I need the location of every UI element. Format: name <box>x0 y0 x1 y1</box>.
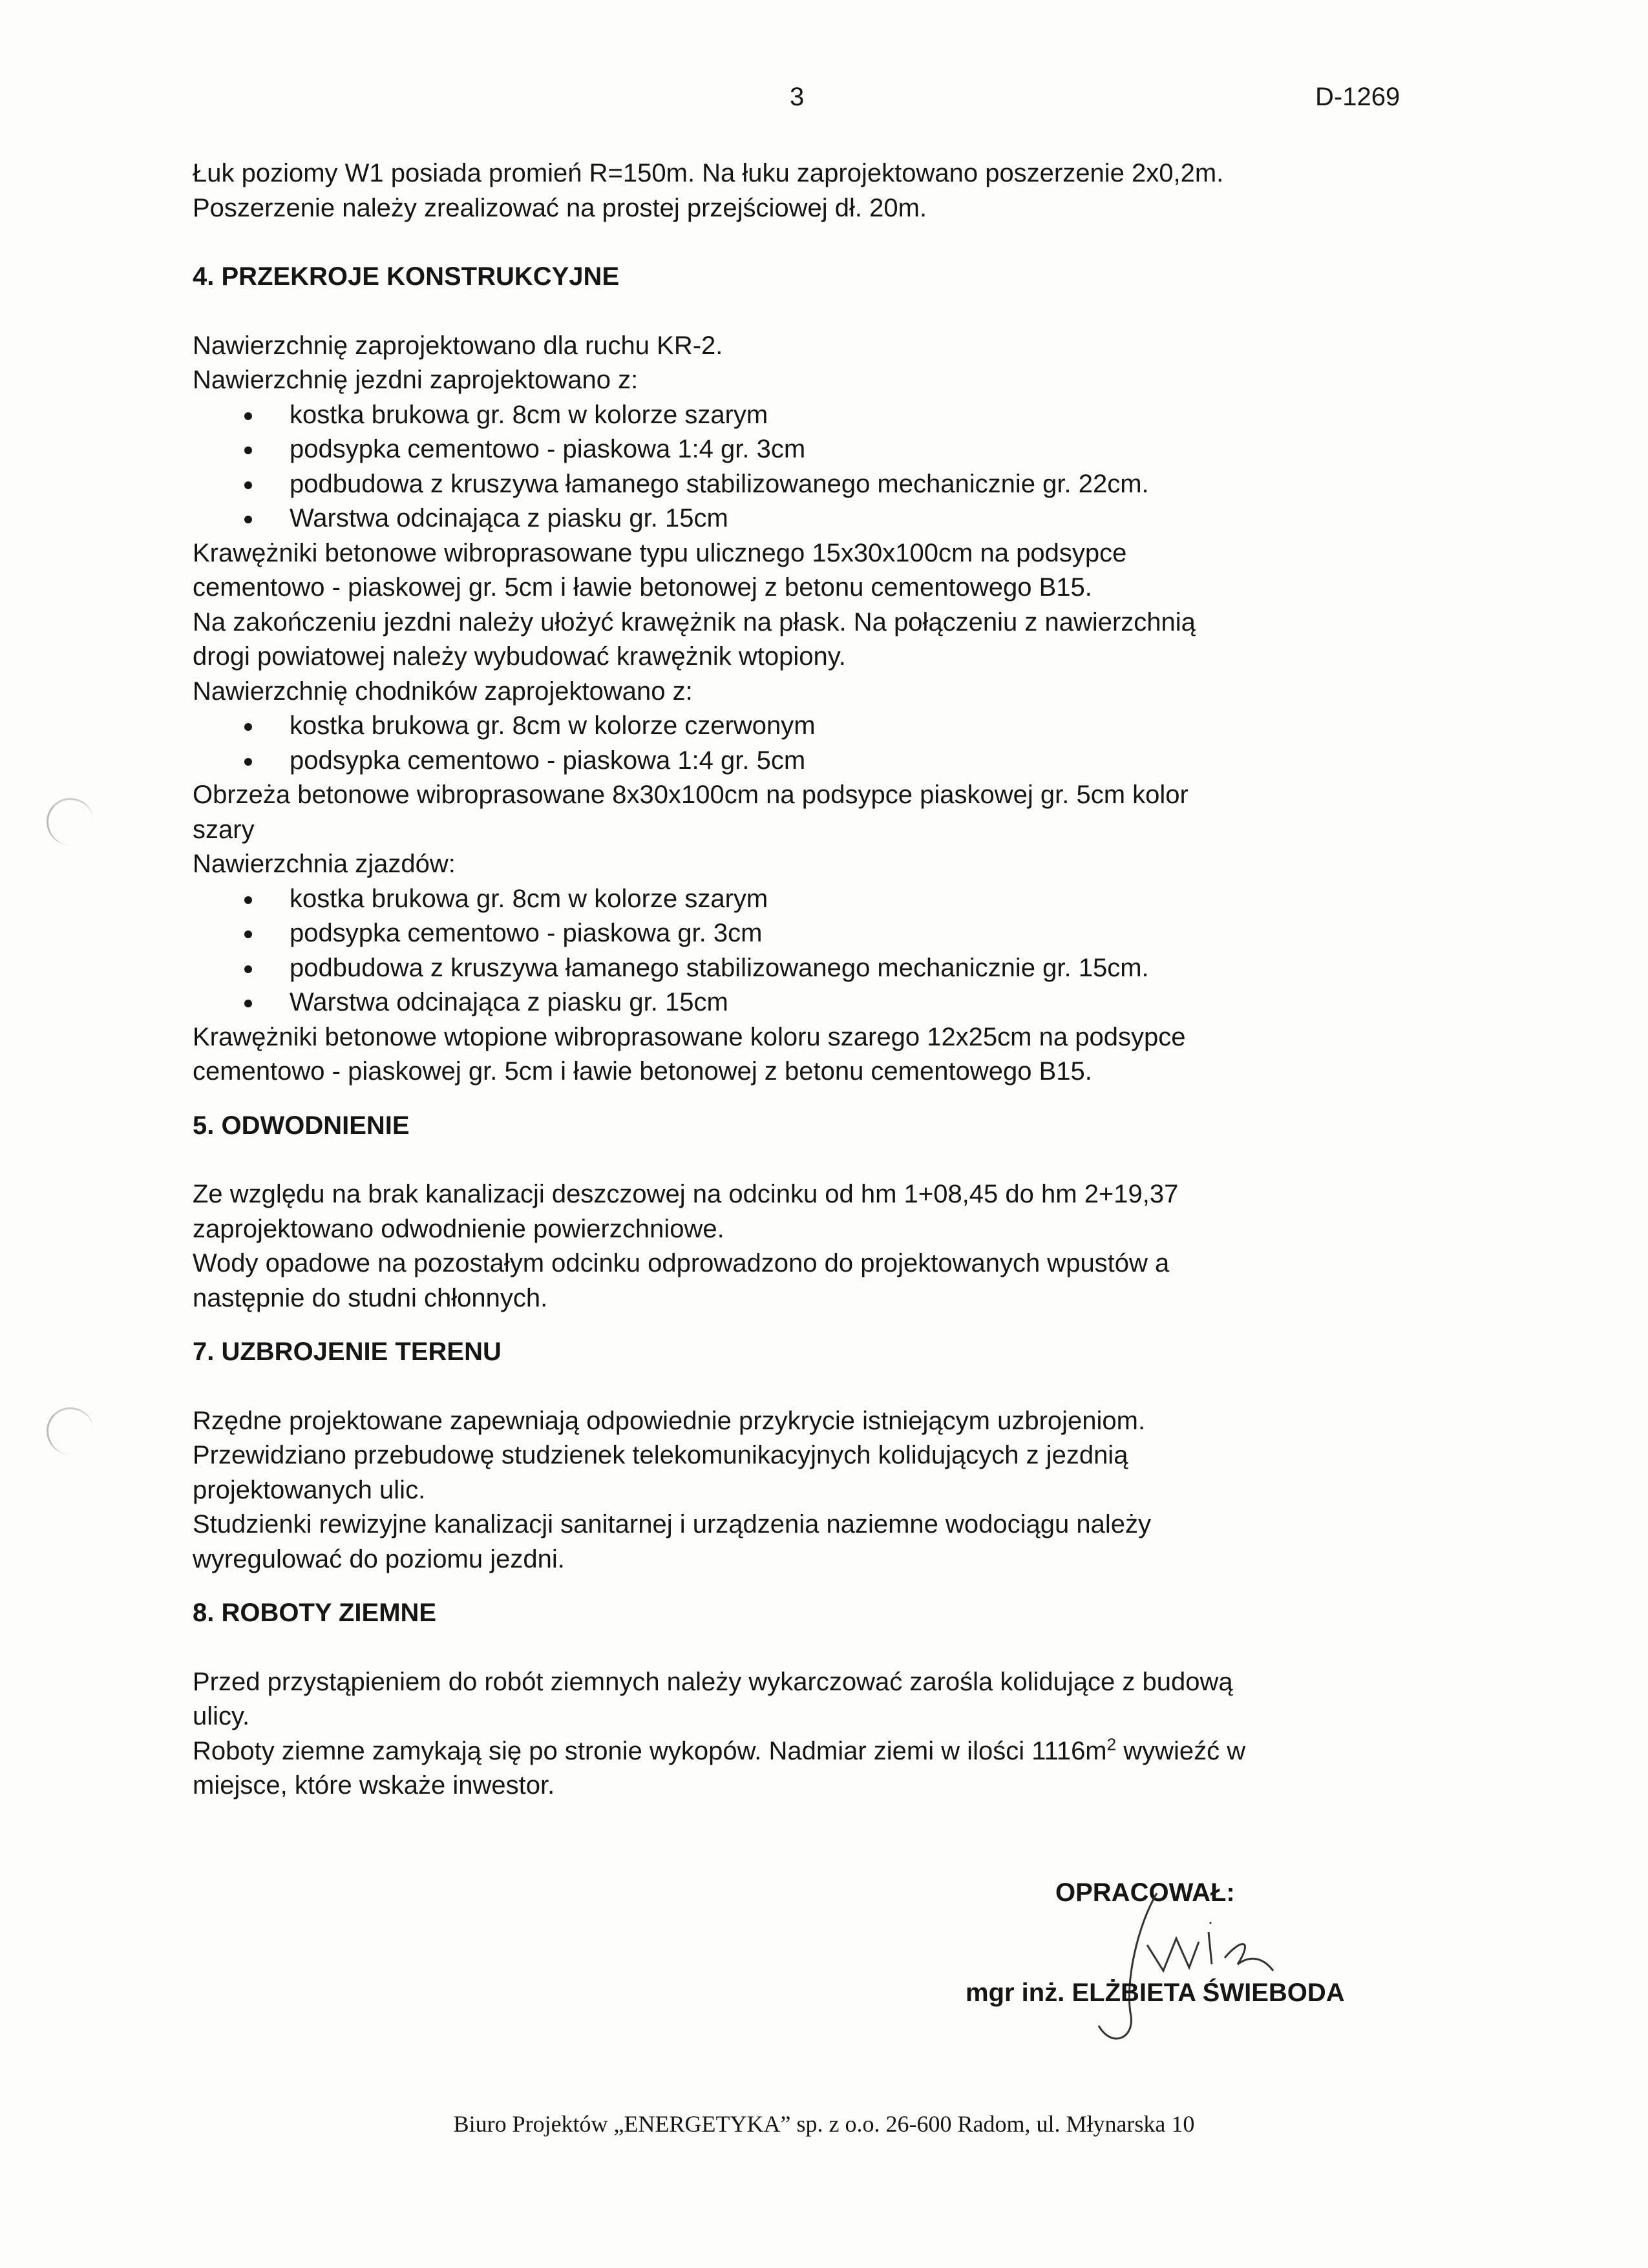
handwritten-signature <box>1086 1887 1299 2055</box>
bullet-list-zjazdy <box>193 882 1459 1020</box>
section-heading: 5. ODWODNIENIE <box>193 1111 410 1140</box>
paragraph: Przed przystąpieniem do robót ziemnych należy wykarczować zarośla kolidujące z budową <box>193 1667 1233 1696</box>
paragraph: cementowo - piaskowej gr. 5cm i ławie betonowej z betonu cementowego B15. <box>193 1057 1092 1086</box>
paragraph: Nawierzchnia zjazdów: <box>193 850 456 878</box>
bullet-list-jezdnia <box>193 398 1459 536</box>
section-heading: 4. PRZEKROJE KONSTRUKCYJNE <box>193 262 620 291</box>
paragraph: Studzienki rewizyjne kanalizacji sanitarnej i urządzenia naziemne wodociągu należy <box>193 1510 1152 1538</box>
text-run: wywieźć w <box>1116 1736 1246 1765</box>
page-number: 3 <box>790 83 805 111</box>
text-run: Roboty ziemne zamykają się po stronie wykopów. Nadmiar ziemi w ilości 1116m <box>193 1736 1107 1765</box>
punch-hole-mark <box>47 798 94 845</box>
bullet-list-chodniki <box>193 709 1459 778</box>
list-item: podsypka cementowo - piaskowa 1:4 gr. 3cm <box>193 432 1459 467</box>
paragraph: Rzędne projektowane zapewniają odpowiednie przykrycie istniejącym uzbrojeniom. <box>193 1406 1146 1435</box>
document-body <box>193 156 1459 1803</box>
paragraph: Ze względu na brak kanalizacji deszczowej na odcinku od hm 1+08,45 do hm 2+19,37 <box>193 1180 1179 1208</box>
document-number: D-1269 <box>1315 83 1400 111</box>
list-item: podbudowa z kruszywa łamanego stabilizowanego mechanicznie gr. 22cm. <box>193 467 1459 502</box>
paragraph: Krawężniki betonowe wibroprasowane typu ulicznego 15x30x100cm na podsypce <box>193 538 1127 567</box>
paragraph: Krawężniki betonowe wtopione wibroprasowane koloru szarego 12x25cm na podsypce <box>193 1022 1186 1051</box>
paragraph: drogi powiatowej należy wybudować krawężnik wtopiony. <box>193 642 846 671</box>
list-item: kostka brukowa gr. 8cm w kolorze szarym <box>193 398 1459 433</box>
paragraph: miejsce, które wskaże inwestor. <box>193 1771 555 1800</box>
footer-company-info: Biuro Projektów „ENERGETYKA” sp. z o.o. 26-600 Radom, ul. Młynarska 10 <box>453 2111 1195 2137</box>
section-heading: 8. ROBOTY ZIEMNE <box>193 1599 437 1627</box>
paragraph: Nawierzchnię zaprojektowano dla ruchu KR-2. <box>193 331 723 360</box>
section-heading: 7. UZBROJENIE TERENU <box>193 1338 502 1366</box>
paragraph: zaprojektowano odwodnienie powierzchniowe. <box>193 1214 724 1243</box>
signature-role: OPRACOWAŁ: <box>1055 1878 1235 1907</box>
list-item: kostka brukowa gr. 8cm w kolorze szarym <box>193 882 1459 917</box>
superscript: 2 <box>1106 1734 1117 1754</box>
paragraph: Wody opadowe na pozostałym odcinku odprowadzono do projektowanych wpustów a <box>193 1249 1170 1277</box>
list-item: podsypka cementowo - piaskowa 1:4 gr. 5cm <box>193 744 1459 779</box>
intro-line: Łuk poziomy W1 posiada promień R=150m. Na łuku zaprojektowano poszerzenie 2x0,2m. <box>193 159 1224 187</box>
list-item: Warstwa odcinająca z piasku gr. 15cm <box>193 501 1459 536</box>
signatory-name: mgr inż. ELŻBIETA ŚWIEBODA <box>966 1979 1345 2007</box>
paragraph: cementowo - piaskowej gr. 5cm i ławie betonowej z betonu cementowego B15. <box>193 573 1092 602</box>
paragraph: Na zakończeniu jezdni należy ułożyć krawężnik na płask. Na połączeniu z nawierzchnią <box>193 607 1196 636</box>
paragraph: Nawierzchnię jezdni zaprojektowano z: <box>193 366 639 394</box>
paragraph: Nawierzchnię chodników zaprojektowano z: <box>193 677 693 706</box>
list-item: Warstwa odcinająca z piasku gr. 15cm <box>193 985 1459 1020</box>
paragraph: szary <box>193 815 255 844</box>
paragraph: Obrzeża betonowe wibroprasowane 8x30x100cm na podsypce piaskowej gr. 5cm kolor <box>193 781 1188 809</box>
list-item: kostka brukowa gr. 8cm w kolorze czerwonym <box>193 709 1459 744</box>
paragraph: następnie do studni chłonnych. <box>193 1283 548 1312</box>
intro-line: Poszerzenie należy zrealizować na prostej przejściowej dł. 20m. <box>193 193 927 222</box>
paragraph: Przewidziano przebudowę studzienek telekomunikacyjnych kolidujących z jezdnią <box>193 1441 1128 1469</box>
paragraph <box>193 1734 1459 1769</box>
paragraph: ulicy. <box>193 1702 250 1730</box>
list-item: podsypka cementowo - piaskowa gr. 3cm <box>193 916 1459 951</box>
paragraph: projektowanych ulic. <box>193 1475 426 1504</box>
punch-hole-mark <box>47 1407 94 1454</box>
paragraph: wyregulować do poziomu jezdni. <box>193 1544 565 1573</box>
list-item: podbudowa z kruszywa łamanego stabilizowanego mechanicznie gr. 15cm. <box>193 951 1459 986</box>
